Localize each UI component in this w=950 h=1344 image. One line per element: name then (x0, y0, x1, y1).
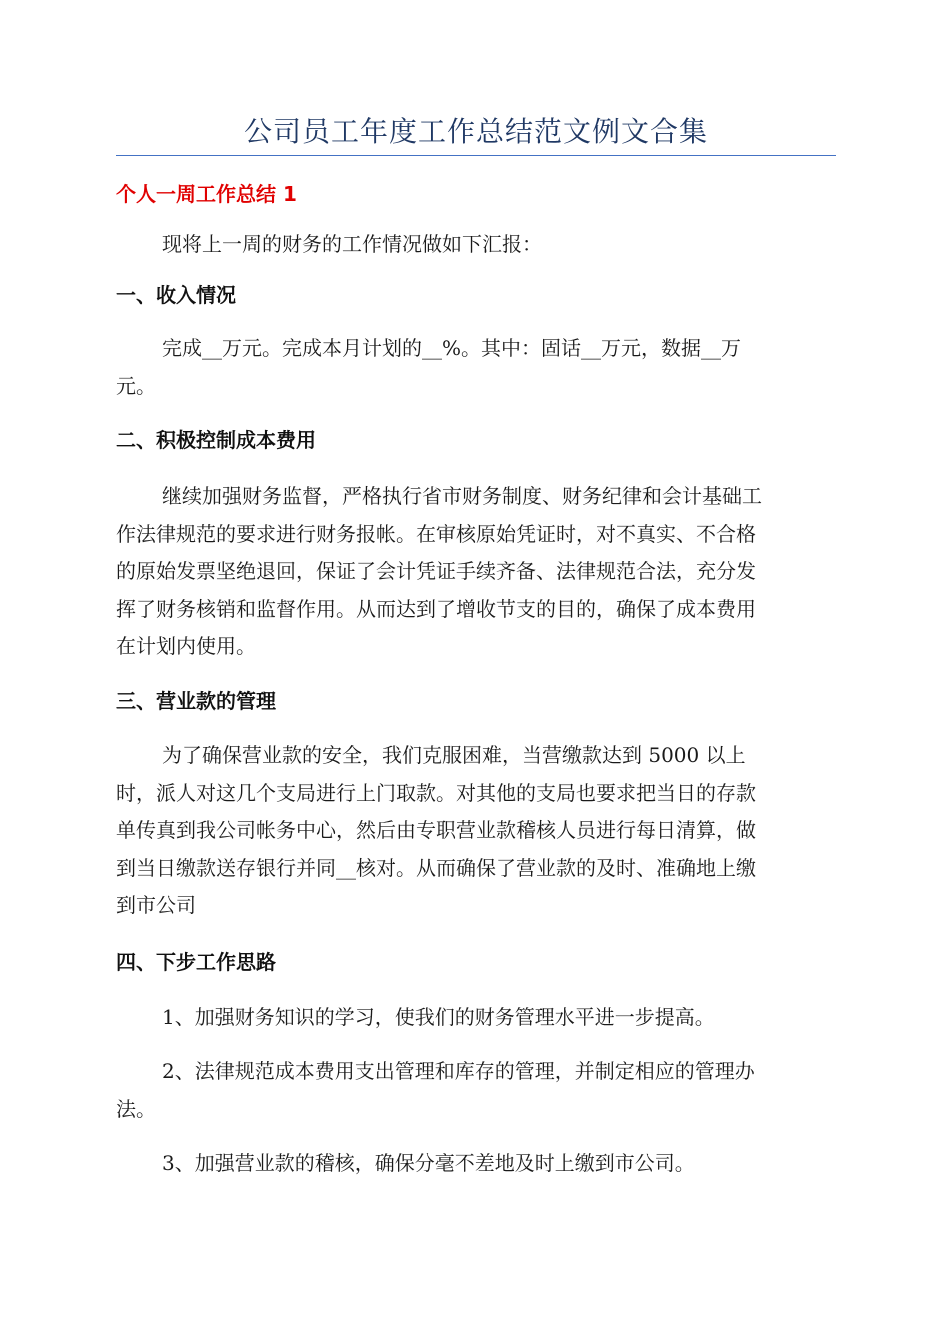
paragraph-line: 3、加强营业款的稽核，确保分毫不差地及时上缴到市公司。 (162, 1151, 695, 1175)
title-underline (116, 155, 836, 156)
next-step-item-3 (116, 1145, 836, 1183)
paragraph-line: 继续加强财务监督，严格执行省市财务制度、财务纪律和会计基础工 (162, 484, 762, 508)
income-paragraph (116, 330, 836, 405)
intro-paragraph (116, 226, 836, 264)
heading-income: 一、收入情况 (116, 283, 236, 307)
paragraph-line: 到当日缴款送存银行并同__核对。从而确保了营业款的及时、准确地上缴 (116, 855, 756, 880)
paragraph-line: 到市公司 (116, 893, 196, 917)
paragraph-line: 的原始发票坚绝退回，保证了会计凭证手续齐备、法律规范合法，充分发 (116, 559, 756, 583)
paragraph-line: 1、加强财务知识的学习，使我们的财务管理水平进一步提高。 (162, 1005, 715, 1029)
heading-next-steps: 四、下步工作思路 (116, 950, 276, 974)
document-title: 公司员工年度工作总结范文例文合集 (243, 115, 708, 148)
revenue-management-paragraph (116, 737, 836, 925)
cost-control-paragraph (116, 478, 836, 666)
paragraph-line: 单传真到我公司帐务中心，然后由专职营业款稽核人员进行每日清算，做 (116, 818, 756, 842)
heading-revenue-management: 三、营业款的管理 (116, 689, 276, 713)
paragraph-line: 法。 (116, 1096, 156, 1121)
paragraph-line: 挥了财务核销和监督作用。从而达到了增收节支的目的，确保了成本费用 (116, 596, 756, 621)
paragraph-line: 时，派人对这几个支局进行上门取款。对其他的支局也要求把当日的存款 (116, 780, 756, 805)
heading-cost-control: 二、积极控制成本费用 (116, 428, 316, 452)
paragraph-line: 元。 (116, 373, 156, 398)
section-title: 个人一周工作总结 1 (116, 182, 297, 206)
paragraph-line: 2、法律规范成本费用支出管理和库存的管理，并制定相应的管理办 (162, 1059, 755, 1083)
paragraph-line: 为了确保营业款的安全，我们克服困难，当营缴款达到 5000 以上 (162, 743, 746, 767)
intro-line: 现将上一周的财务的工作情况做如下汇报： (162, 232, 542, 256)
paragraph-line: 完成__万元。完成本月计划的__%。其中：固话__万元，数据__万 (162, 336, 742, 360)
next-step-item-2 (116, 1053, 836, 1128)
paragraph-line: 在计划内使用。 (116, 634, 256, 658)
paragraph-line: 作法律规范的要求进行财务报帐。在审核原始凭证时，对不真实、不合格 (116, 521, 756, 546)
next-step-item-1 (116, 999, 836, 1037)
